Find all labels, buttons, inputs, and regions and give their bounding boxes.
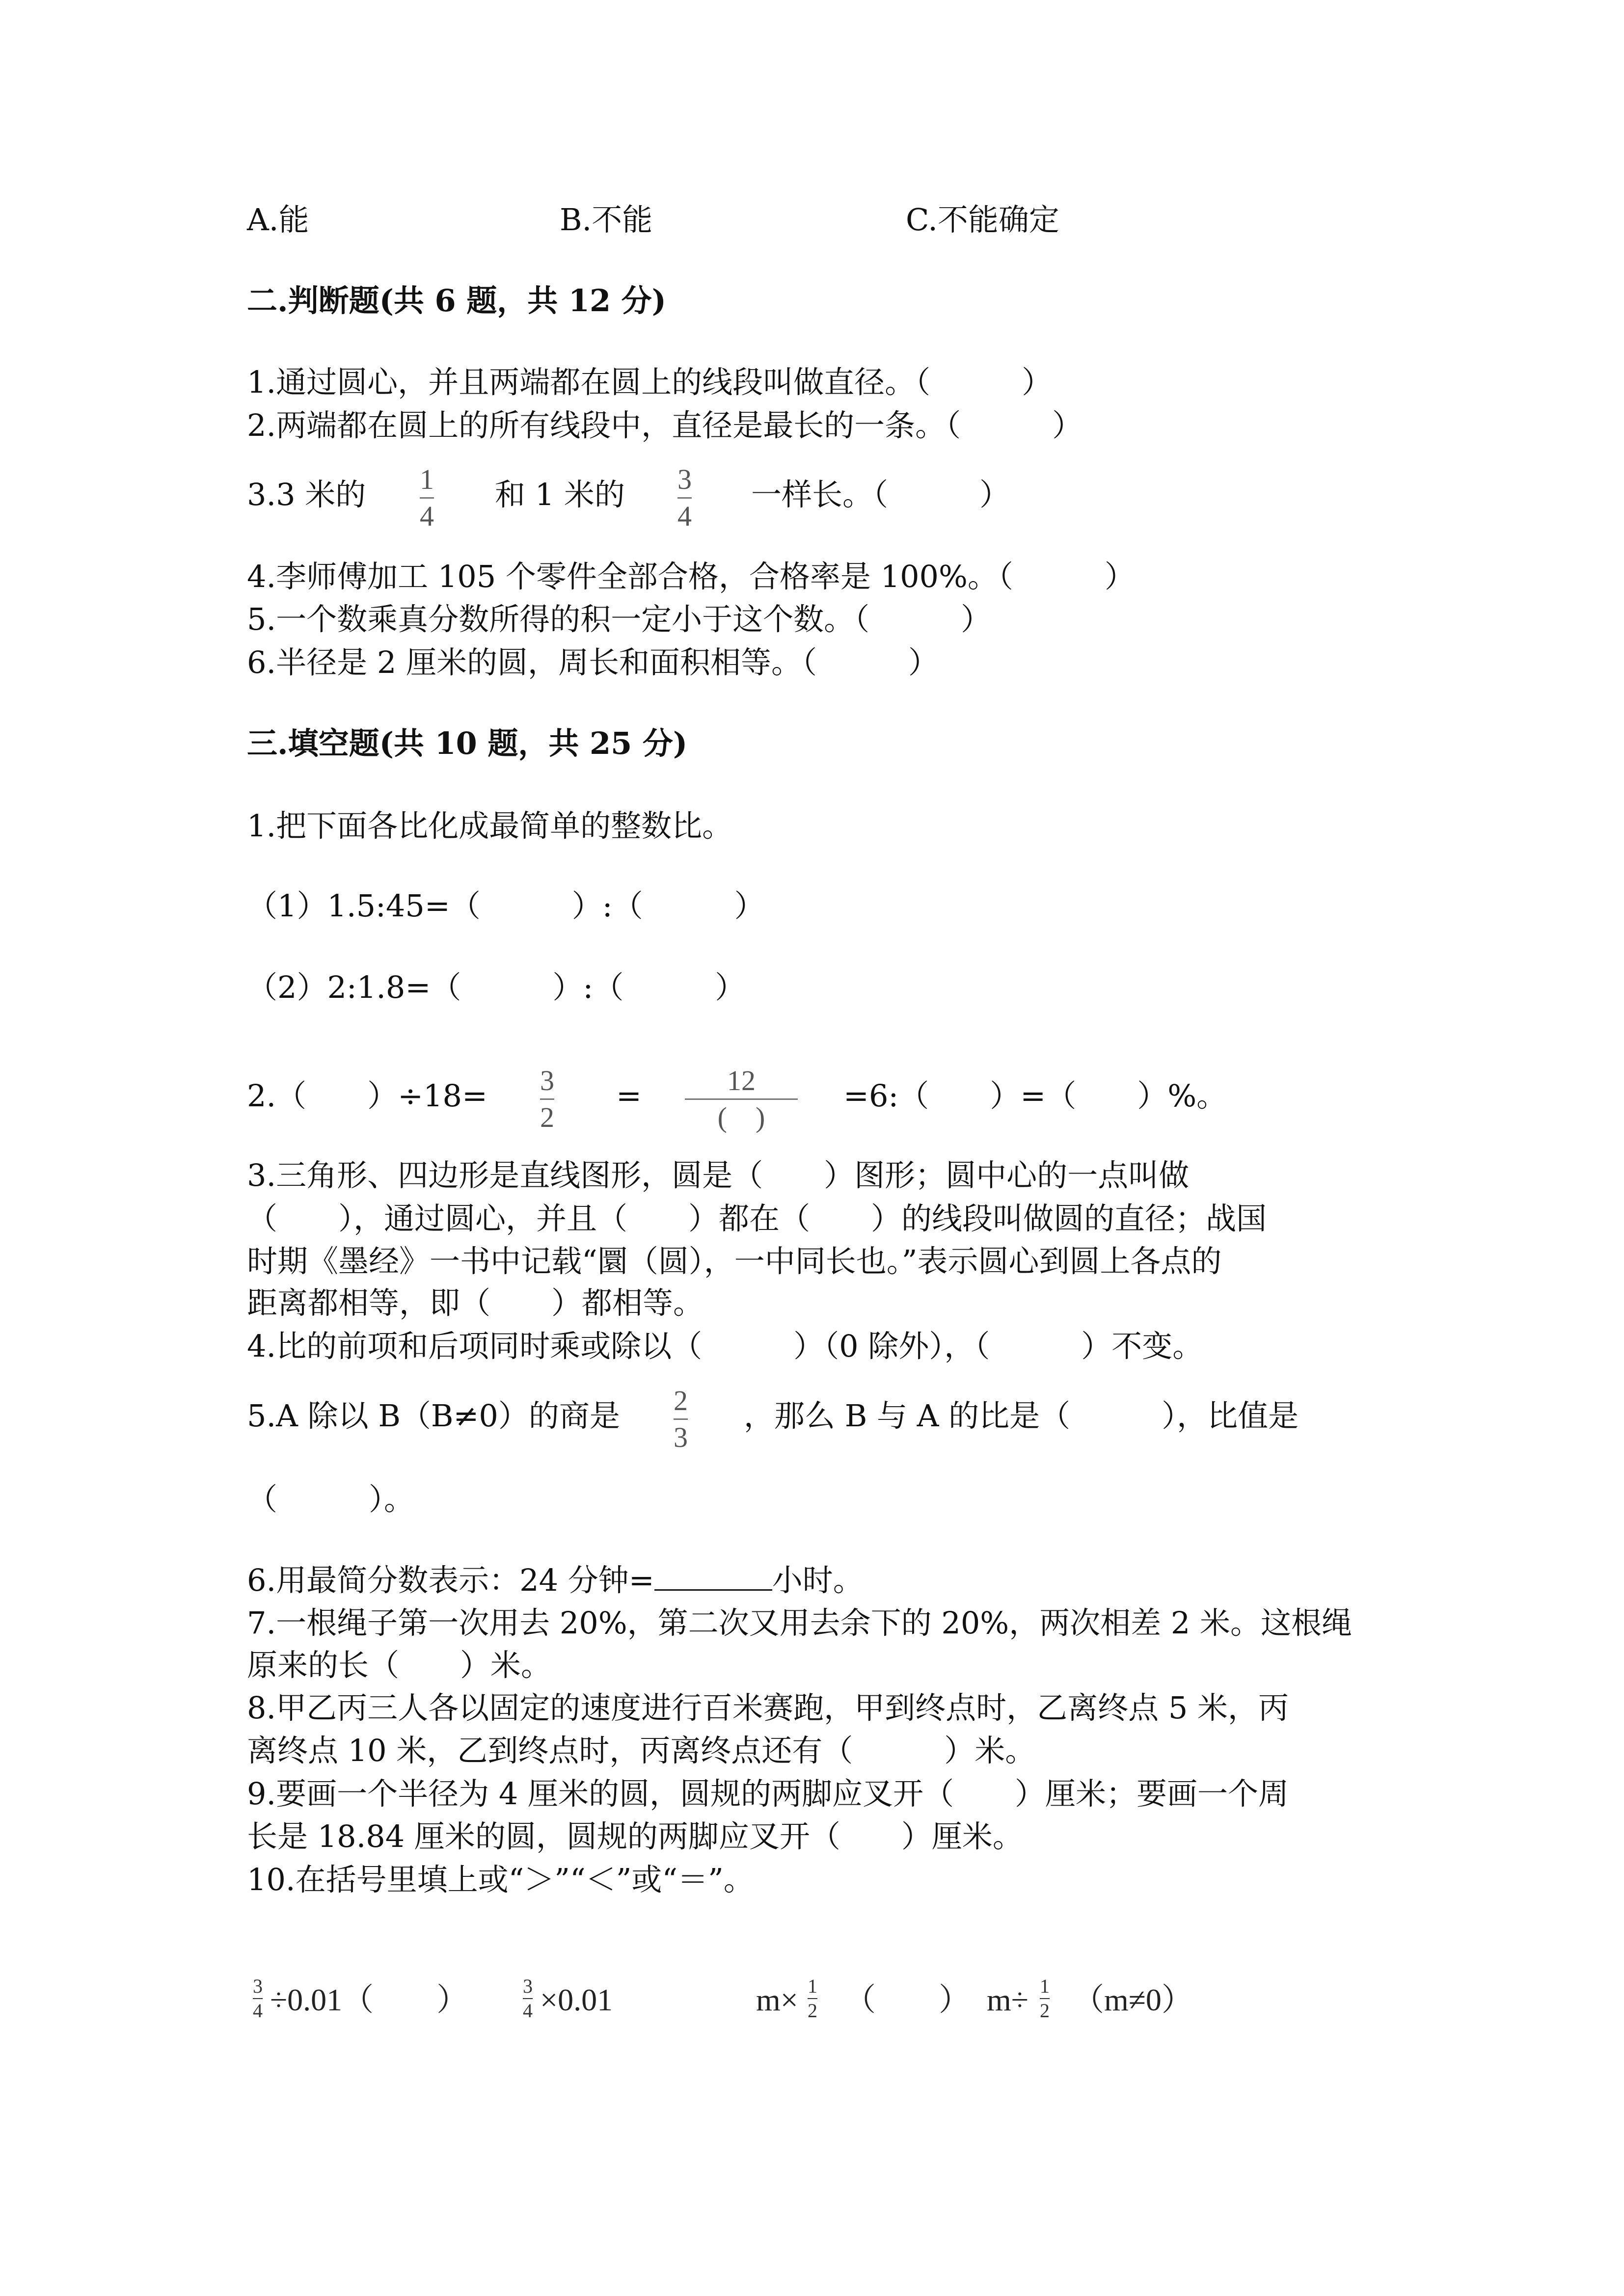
fraction-bar xyxy=(674,1418,688,1420)
fill-q8-line1: 8.甲乙丙三人各以固定的速度进行百米赛跑，甲到终点时，乙离终点 5 米，丙 xyxy=(247,1690,1289,1726)
fraction-denominator: 4 xyxy=(523,2000,533,2022)
fill-q5-part1: 5.A 除以 B（B≠0）的商是 xyxy=(247,1398,620,1434)
judgement-q6: 6.半径是 2 厘米的圆，周长和面积相等。（ ） xyxy=(247,644,939,680)
fraction-denominator: ( ) xyxy=(717,1101,765,1133)
fill-q6 xyxy=(247,1561,864,1600)
answer-blank[interactable] xyxy=(654,1562,772,1591)
fraction-numerator: 1 xyxy=(1040,1975,1050,1997)
fill-q6-part1: 6.用最简分数表示：24 分钟= xyxy=(247,1562,654,1598)
fraction-denominator: 4 xyxy=(253,2000,263,2022)
fraction-bar xyxy=(808,1998,817,1999)
fraction-bar xyxy=(420,497,434,499)
fill-q1-a: （1）1.5:45=（ ）:（ ） xyxy=(247,888,765,924)
fill-q7-line2: 原来的长（ ）米。 xyxy=(247,1647,552,1683)
judgement-q3-part2: 和 1 米的 xyxy=(495,477,625,512)
judgement-q5: 5.一个数乘真分数所得的积一定小于这个数。（ ） xyxy=(247,601,992,637)
fraction-denominator: 2 xyxy=(808,2000,817,2022)
fraction-numerator: 2 xyxy=(674,1385,688,1416)
fraction-denominator: 2 xyxy=(540,1101,554,1133)
fill-q10-expr3-fraction xyxy=(808,1976,817,2022)
judgement-q3-part3: 一样长。（ ） xyxy=(751,477,1010,512)
fill-q10-expr1-text: ÷0.01（ ） xyxy=(270,1982,468,2017)
fill-q5-line2: （ ）。 xyxy=(247,1481,415,1517)
fill-q5-part2: ，那么 B 与 A 的比是（ ），比值是 xyxy=(744,1398,1299,1434)
fill-q4: 4.比的前项和后项同时乘或除以（ ）（0 除外），（ ）不变。 xyxy=(247,1328,1203,1364)
fraction-numerator: 3 xyxy=(540,1065,554,1096)
fraction-bar xyxy=(677,497,692,499)
fill-q10-expr2-fraction xyxy=(523,1976,533,2022)
fill-q9-line1: 9.要画一个半径为 4 厘米的圆，圆规的两脚应叉开（ ）厘米；要画一个周 xyxy=(247,1776,1289,1812)
fill-q9-line2: 长是 18.84 厘米的圆，圆规的两脚应叉开（ ）厘米。 xyxy=(247,1818,1023,1854)
judgement-q1: 1.通过圆心，并且两端都在圆上的线段叫做直径。（ ） xyxy=(247,364,1053,400)
fill-q7-line1: 7.一根绳子第一次用去 20%，第二次又用去余下的 20%，两次相差 2 米。这根绳 xyxy=(247,1605,1353,1641)
fill-q10-stem: 10.在括号里填上或“＞”“＜”或“＝”。 xyxy=(247,1862,754,1897)
fraction-denominator: 4 xyxy=(677,500,692,532)
fill-q3-line3: 时期《墨经》一书中记载“圜（圆），一中同长也。”表示圆心到圆上各点的 xyxy=(247,1243,1222,1279)
fill-q10-expr4-fraction xyxy=(1040,1976,1050,2022)
fill-q2-fraction1 xyxy=(540,1065,554,1133)
fill-q6-part2: 小时。 xyxy=(772,1562,864,1598)
fill-q5-fraction xyxy=(674,1385,688,1453)
fraction-numerator: 1 xyxy=(808,1975,817,1997)
fraction-denominator: 2 xyxy=(1040,2000,1050,2022)
fill-q1-stem: 1.把下面各比化成最简单的整数比。 xyxy=(247,808,733,844)
judgement-q3-fraction2 xyxy=(677,464,692,532)
fraction-bar xyxy=(1040,1998,1050,1999)
judgement-q3-fraction1 xyxy=(420,464,434,532)
fraction-bar xyxy=(253,1998,263,1999)
fill-q8-line2: 离终点 10 米，乙到终点时，丙离终点还有（ ）米。 xyxy=(247,1733,1036,1768)
fraction-bar xyxy=(523,1998,533,1999)
fill-q10-expr4-tail: （m≠0） xyxy=(1073,1982,1193,2017)
fill-q2-part2: =6:（ ）=（ ）%。 xyxy=(843,1078,1227,1114)
fraction-denominator: 4 xyxy=(420,500,434,532)
fraction-numerator: 3 xyxy=(253,1975,263,1997)
fill-q2-part1: 2.（ ）÷18= xyxy=(247,1078,487,1114)
fill-q1-b: （2）2:1.8=（ ）:（ ） xyxy=(247,969,746,1005)
option-b: B.不能 xyxy=(560,202,653,238)
judgement-q2: 2.两端都在圆上的所有线段中，直径是最长的一条。（ ） xyxy=(247,407,1083,443)
fraction-numerator: 12 xyxy=(727,1065,756,1096)
fill-q10-expr1-fraction xyxy=(253,1976,263,2022)
fill-q10-expr4-text: m÷ xyxy=(987,1982,1029,2017)
fill-q3-line4: 距离都相等，即（ ）都相等。 xyxy=(247,1285,704,1321)
section-heading-judgement: 二.判断题(共 6 题，共 12 分) xyxy=(247,283,667,319)
fill-q3-line1: 3.三角形、四边形是直线图形，圆是（ ）图形；圆中心的一点叫做 xyxy=(247,1157,1190,1193)
fraction-numerator: 3 xyxy=(677,463,692,495)
fraction-bar xyxy=(685,1098,798,1100)
option-c: C.不能确定 xyxy=(906,202,1059,238)
fill-q2-equals: = xyxy=(616,1078,642,1114)
option-a: A.能 xyxy=(247,202,309,238)
judgement-q3-part1: 3.3 米的 xyxy=(247,477,366,512)
fraction-denominator: 3 xyxy=(674,1421,688,1453)
section-heading-fill: 三.填空题(共 10 题，共 25 分) xyxy=(247,725,688,761)
fill-q10-expr2-text: ×0.01 xyxy=(540,1982,613,2017)
fill-q2-fraction2 xyxy=(685,1065,798,1133)
judgement-q4: 4.李师傅加工 105 个零件全部合格，合格率是 100%。（ ） xyxy=(247,559,1135,594)
fill-q10-expr3-paren: （ ） xyxy=(844,1982,970,2017)
fill-q10-expr3-text: m× xyxy=(756,1982,798,2017)
fill-q3-line2: （ ），通过圆心，并且（ ）都在（ ）的线段叫做圆的直径；战国 xyxy=(247,1201,1267,1236)
fraction-numerator: 1 xyxy=(420,463,434,495)
fraction-numerator: 3 xyxy=(523,1975,533,1997)
fraction-bar xyxy=(540,1098,554,1100)
